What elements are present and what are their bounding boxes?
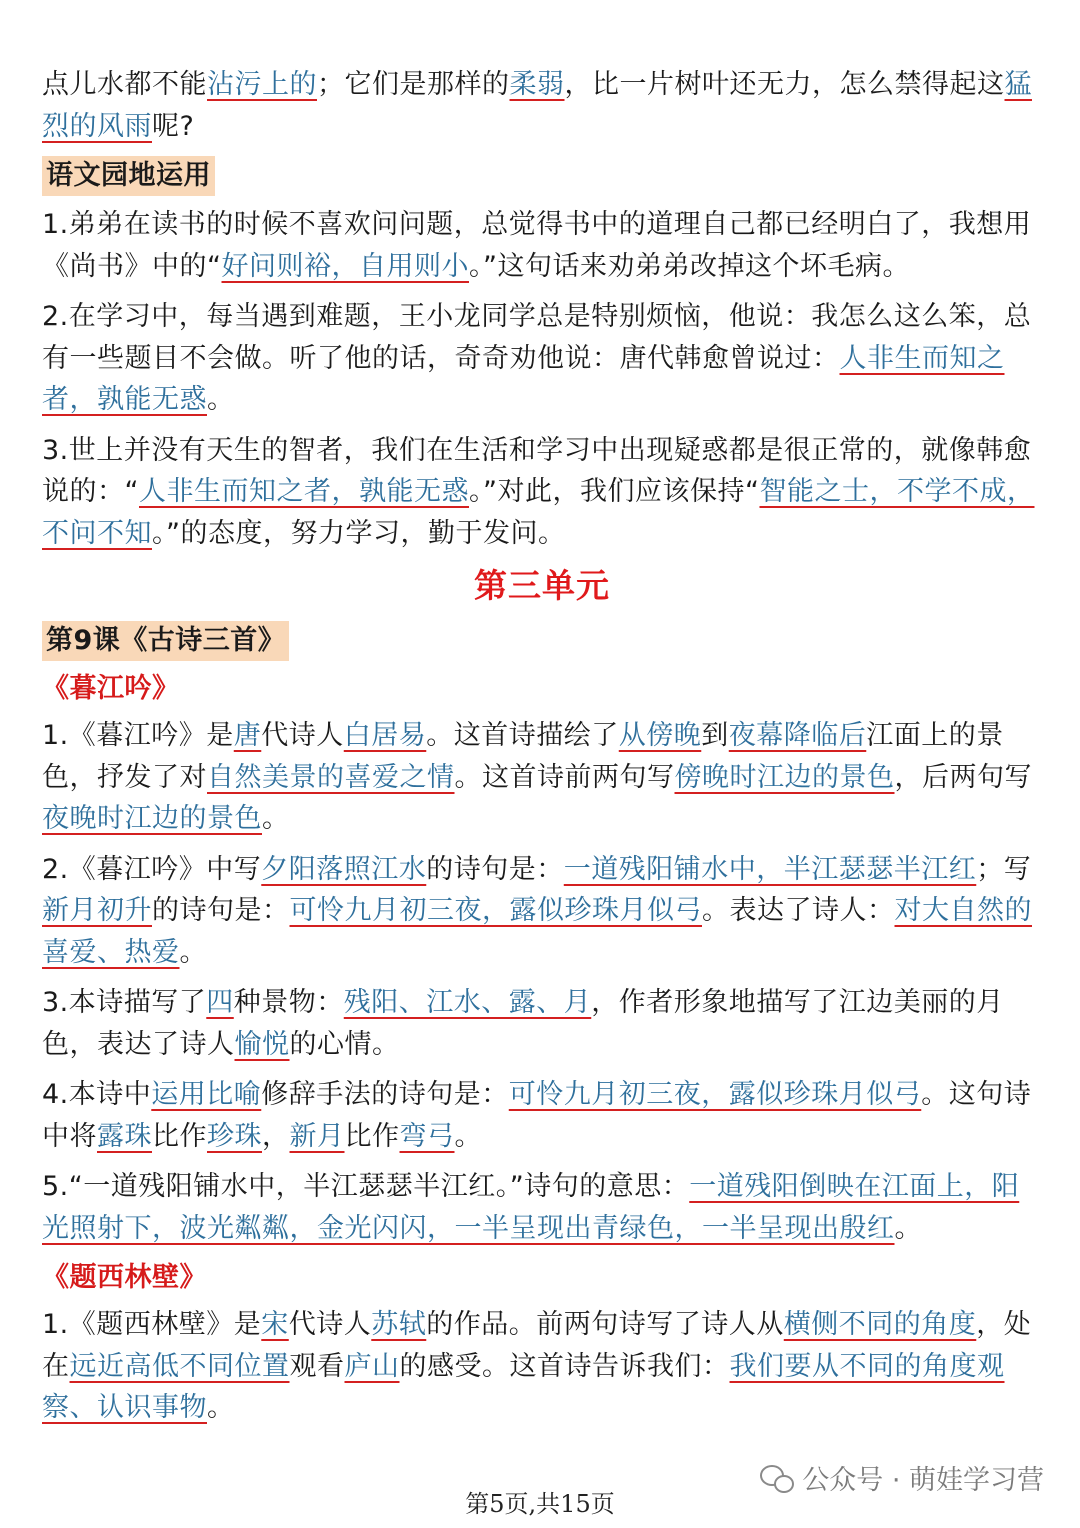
text: 1.《题西林壁》是 xyxy=(42,1309,262,1340)
text: 3.世上并没有天生的智者，我们在生活和学习中出现疑惑都是很正常的，就像韩愈说的：“ xyxy=(42,434,1032,507)
watermark-text: 公众号 · 萌娃学习营 xyxy=(802,1465,1044,1496)
text: ， xyxy=(262,1120,290,1152)
text: 比作 xyxy=(152,1120,207,1152)
answer: 夜晚时江边的景色 xyxy=(42,803,262,834)
poem-title: 《题西林壁》 xyxy=(42,1262,207,1293)
text: ，处在 xyxy=(42,1309,1032,1382)
text: 4.本诗中 xyxy=(42,1079,152,1110)
text: 种景物： xyxy=(233,987,344,1018)
answer: 人非生而知之者，孰能无惑 xyxy=(139,476,469,507)
text: 3.本诗描写了 xyxy=(42,987,207,1018)
answer: 我们要从不同的角度观察、认识事物 xyxy=(42,1350,1005,1423)
text: 。表达了诗人： xyxy=(702,895,895,926)
answer: 可怜九月初三夜，露似珍珠月似弓 xyxy=(508,1079,922,1110)
answer: 一道残阳铺水中，半江瑟瑟半江红 xyxy=(563,853,977,885)
text: ；写 xyxy=(976,853,1032,885)
answer: 四 xyxy=(206,987,234,1018)
answer: 好问则裕，自用则小 xyxy=(221,250,469,282)
text: 。”这句话来劝弟弟改掉这个坏毛病。 xyxy=(469,250,910,282)
text: 。这首诗前两句写 xyxy=(454,761,675,793)
answer: 人非生而知之者，孰能无惑 xyxy=(42,342,1005,415)
question-item xyxy=(42,296,1042,421)
text: 代诗人 xyxy=(261,720,344,751)
text: ，作者形象地描写了江边美丽的月色，表达了诗人 xyxy=(42,987,1004,1060)
answer: 运用比喻 xyxy=(151,1079,262,1110)
question-item xyxy=(42,1166,1042,1249)
question-item xyxy=(42,849,1042,974)
answer: 沾污上的 xyxy=(207,69,317,100)
text: 。”对此，我们应该保持“ xyxy=(469,476,760,507)
text: 的心情。 xyxy=(289,1028,400,1060)
text: ，后两句写 xyxy=(894,761,1032,793)
poem-title: 《暮江吟》 xyxy=(42,673,180,704)
text: 2.《暮江吟》中写 xyxy=(42,853,262,885)
answer: 残阳、江水、露、月 xyxy=(343,987,592,1018)
text: 。 xyxy=(207,1392,235,1423)
answer: 宋 xyxy=(261,1309,289,1340)
text: ；它们是那样的 xyxy=(317,69,510,100)
text: 。 xyxy=(454,1120,482,1152)
text: 江面上的景色，抒发了对 xyxy=(42,720,1004,793)
answer: 对大自然的喜爱、热爱 xyxy=(42,895,1032,968)
question-item xyxy=(42,715,1042,840)
text: 。 xyxy=(207,384,235,415)
text: 比作 xyxy=(344,1120,400,1152)
text: 到 xyxy=(701,720,729,751)
answer: 猛烈的风雨 xyxy=(42,69,1032,142)
answer: 白居易 xyxy=(343,720,427,751)
document-page xyxy=(42,64,1042,1438)
text: 。这句诗中将 xyxy=(42,1079,1032,1152)
text: 点儿水都不能 xyxy=(42,69,207,100)
text: 。 xyxy=(262,803,290,834)
text: 。这首诗描绘了 xyxy=(426,720,619,751)
answer: 露珠 xyxy=(97,1120,152,1152)
section-heading-garden: 语文园地运用 xyxy=(42,156,215,196)
text: 。”的态度，努力学习，勤于发问。 xyxy=(152,517,566,549)
answer: 唐 xyxy=(233,720,262,751)
answer: 横侧不同的角度 xyxy=(783,1309,977,1340)
answer: 夕阳落照江水 xyxy=(261,853,427,885)
answer: 弯弓 xyxy=(399,1120,455,1152)
lesson-heading: 第9课《古诗三首》 xyxy=(42,621,289,661)
answer: 自然美景的喜爱之情 xyxy=(207,761,455,793)
text: ，比一片树叶还无力，怎么禁得起这 xyxy=(564,69,1005,100)
answer: 新月 xyxy=(289,1120,345,1152)
answer: 庐山 xyxy=(344,1350,400,1382)
text: 代诗人 xyxy=(288,1309,372,1340)
answer: 一道残阳倒映在江面上，阳光照射下，波光粼粼，金光闪闪，一半呈现出青绿色，一半呈现出殷红 xyxy=(42,1171,1020,1244)
text: 的作品。前两句诗写了诗人从 xyxy=(426,1309,784,1340)
text: 。 xyxy=(894,1212,922,1244)
question-item xyxy=(42,1304,1042,1429)
text: 的感受。这首诗告诉我们： xyxy=(399,1350,730,1382)
answer: 智能之士，不学不成，不问不知 xyxy=(42,476,1035,549)
question-item xyxy=(42,982,1042,1065)
answer: 傍晚时江边的景色 xyxy=(674,761,895,793)
page-footer: 第5页,共15页 xyxy=(465,1490,615,1518)
question-item xyxy=(42,204,1042,287)
text: 2.在学习中，每当遇到难题，王小龙同学总是特别烦恼，他说：我怎么这么笨，总有一些题目不会做。听了他的话，奇奇劝他说：唐代韩愈曾说过： xyxy=(42,301,1032,374)
text: 1.《暮江吟》是 xyxy=(42,720,234,751)
answer: 新月初升 xyxy=(42,895,152,926)
text: 。 xyxy=(179,936,207,968)
answer: 夜幕降临后 xyxy=(728,720,867,751)
intro-paragraph xyxy=(42,64,1042,147)
text: 的诗句是： xyxy=(426,853,564,885)
text: 呢? xyxy=(152,110,195,142)
unit-title: 第三单元 xyxy=(474,566,610,605)
text: 观看 xyxy=(289,1350,345,1382)
answer: 远近高低不同位置 xyxy=(69,1350,290,1382)
question-item xyxy=(42,430,1042,555)
text: 的诗句是： xyxy=(152,895,290,926)
question-item xyxy=(42,1074,1042,1157)
answer: 从傍晚 xyxy=(618,720,702,751)
text: 1.弟弟在读书的时候不喜欢问问题，总觉得书中的道理自己都已经明白了，我想用《尚书》中的“ xyxy=(42,209,1032,282)
answer: 愉悦 xyxy=(234,1028,290,1060)
answer: 珍珠 xyxy=(207,1120,262,1152)
text: 5.“一道残阳铺水中，半江瑟瑟半江红。”诗句的意思： xyxy=(42,1171,690,1202)
answer: 苏轼 xyxy=(371,1309,427,1340)
text: 修辞手法的诗句是： xyxy=(261,1079,509,1110)
answer: 可怜九月初三夜，露似珍珠月似弓 xyxy=(289,895,702,926)
answer: 柔弱 xyxy=(509,69,565,100)
